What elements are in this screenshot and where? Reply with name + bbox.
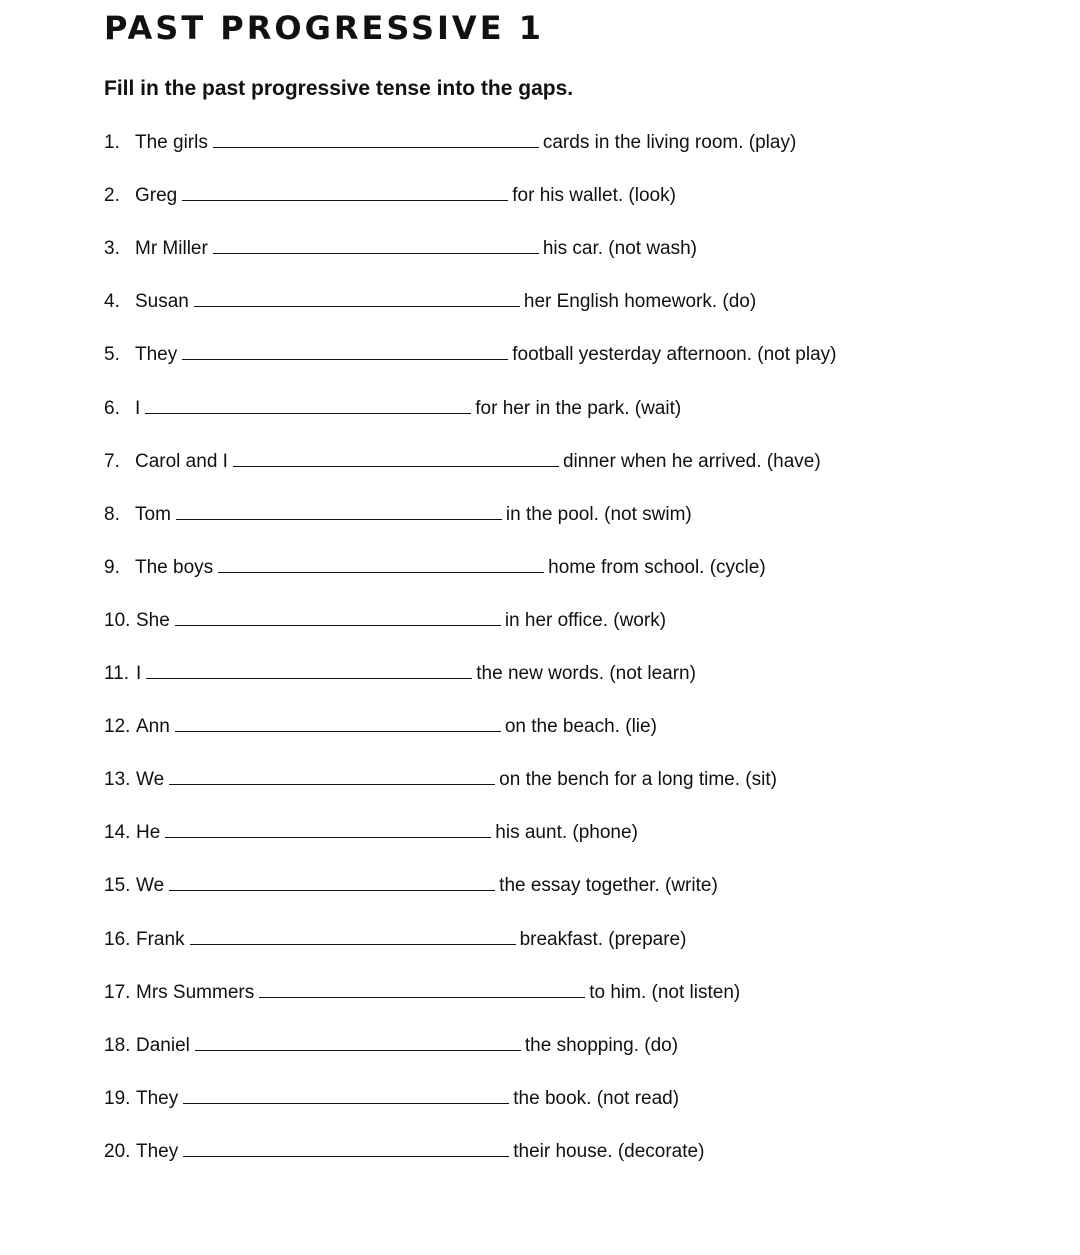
exercise-item [104, 288, 756, 316]
item-continuation: home from school. (cycle) [548, 557, 766, 578]
answer-blank[interactable] [175, 717, 501, 732]
item-subject: Susan [135, 291, 189, 312]
item-subject: We [136, 875, 165, 896]
answer-blank[interactable] [183, 1142, 509, 1157]
exercise-item [104, 979, 740, 1007]
item-number: 9. [104, 557, 120, 578]
item-number: 19. [104, 1088, 131, 1109]
item-number: 3. [104, 238, 120, 259]
item-continuation: football yesterday afternoon. (not play) [512, 344, 837, 365]
exercise-item [104, 713, 657, 741]
exercise-item [104, 395, 681, 423]
exercise-item [104, 607, 666, 635]
exercise-item [104, 766, 777, 794]
item-continuation: the shopping. (do) [524, 1035, 679, 1056]
item-subject: Frank [136, 929, 185, 950]
item-subject: They [136, 1088, 179, 1109]
item-subject: Greg [135, 185, 178, 206]
item-number: 6. [104, 398, 120, 419]
item-continuation: in her office. (work) [504, 610, 667, 631]
item-continuation: for his wallet. (look) [512, 185, 676, 206]
item-continuation: breakfast. (prepare) [519, 929, 687, 950]
exercise-item [104, 235, 697, 263]
worksheet-title: PAST PROGRESSIVE 1 [104, 9, 544, 47]
item-subject: The boys [135, 557, 214, 578]
item-subject: Ann [136, 716, 170, 737]
item-subject: Mr Miller [135, 238, 208, 259]
item-number: 14. [104, 822, 131, 843]
exercise-item [104, 872, 718, 900]
exercise-item [104, 660, 696, 688]
item-continuation: cards in the living room. (play) [542, 132, 797, 153]
item-number: 18. [104, 1035, 131, 1056]
answer-blank[interactable] [190, 930, 516, 945]
item-subject: I [136, 663, 142, 684]
answer-blank[interactable] [218, 558, 544, 573]
worksheet-instruction: Fill in the past progressive tense into the gaps. [104, 77, 574, 100]
answer-blank[interactable] [169, 876, 495, 891]
answer-blank[interactable] [165, 823, 491, 838]
item-number: 11. [104, 663, 130, 684]
answer-blank[interactable] [182, 345, 508, 360]
item-subject: Mrs Summers [136, 982, 255, 1003]
answer-blank[interactable] [213, 133, 539, 148]
answer-blank[interactable] [175, 611, 501, 626]
exercise-item [104, 182, 676, 210]
exercise-item [104, 1085, 679, 1113]
answer-blank[interactable] [169, 770, 495, 785]
item-number: 7. [104, 451, 120, 472]
exercise-item [104, 926, 686, 954]
item-number: 12. [104, 716, 131, 737]
answer-blank[interactable] [146, 664, 472, 679]
exercise-item [104, 819, 638, 847]
item-continuation: the new words. (not learn) [476, 663, 696, 684]
item-continuation: for her in the park. (wait) [475, 398, 682, 419]
item-continuation: their house. (decorate) [513, 1141, 705, 1162]
answer-blank[interactable] [183, 1089, 509, 1104]
item-number: 15. [104, 875, 131, 896]
item-subject: Daniel [136, 1035, 190, 1056]
item-continuation: his car. (not wash) [542, 238, 697, 259]
item-subject: We [136, 769, 165, 790]
item-number: 13. [104, 769, 131, 790]
exercise-item [104, 341, 837, 369]
exercise-item [104, 448, 821, 476]
item-continuation: on the beach. (lie) [504, 716, 657, 737]
item-number: 4. [104, 291, 120, 312]
item-subject: Carol and I [135, 451, 228, 472]
answer-blank[interactable] [145, 399, 471, 414]
item-number: 8. [104, 504, 120, 525]
item-subject: He [136, 822, 161, 843]
answer-blank[interactable] [233, 452, 559, 467]
item-number: 1. [104, 132, 120, 153]
item-number: 20. [104, 1141, 131, 1162]
item-subject: They [135, 344, 178, 365]
item-subject: She [136, 610, 170, 631]
exercise-item [104, 554, 766, 582]
item-continuation: her English homework. (do) [523, 291, 757, 312]
item-continuation: to him. (not listen) [589, 982, 741, 1003]
item-subject: I [135, 398, 141, 419]
item-continuation: in the pool. (not swim) [505, 504, 692, 525]
item-number: 2. [104, 185, 120, 206]
item-continuation: on the bench for a long time. (sit) [499, 769, 777, 790]
item-subject: The girls [135, 132, 208, 153]
item-number: 10. [104, 610, 131, 631]
item-number: 17. [104, 982, 131, 1003]
item-number: 5. [104, 344, 120, 365]
item-subject: Tom [135, 504, 171, 525]
answer-blank[interactable] [259, 983, 585, 998]
item-continuation: his aunt. (phone) [495, 822, 638, 843]
exercise-item [104, 501, 692, 529]
answer-blank[interactable] [194, 292, 520, 307]
answer-blank[interactable] [182, 186, 508, 201]
item-continuation: dinner when he arrived. (have) [562, 451, 821, 472]
item-continuation: the essay together. (write) [499, 875, 718, 896]
item-number: 16. [104, 929, 131, 950]
exercise-item [104, 129, 796, 157]
answer-blank[interactable] [176, 505, 502, 520]
answer-blank[interactable] [195, 1036, 521, 1051]
item-continuation: the book. (not read) [513, 1088, 680, 1109]
answer-blank[interactable] [213, 239, 539, 254]
exercise-item [104, 1138, 704, 1166]
item-subject: They [136, 1141, 179, 1162]
exercise-item [104, 1032, 678, 1060]
